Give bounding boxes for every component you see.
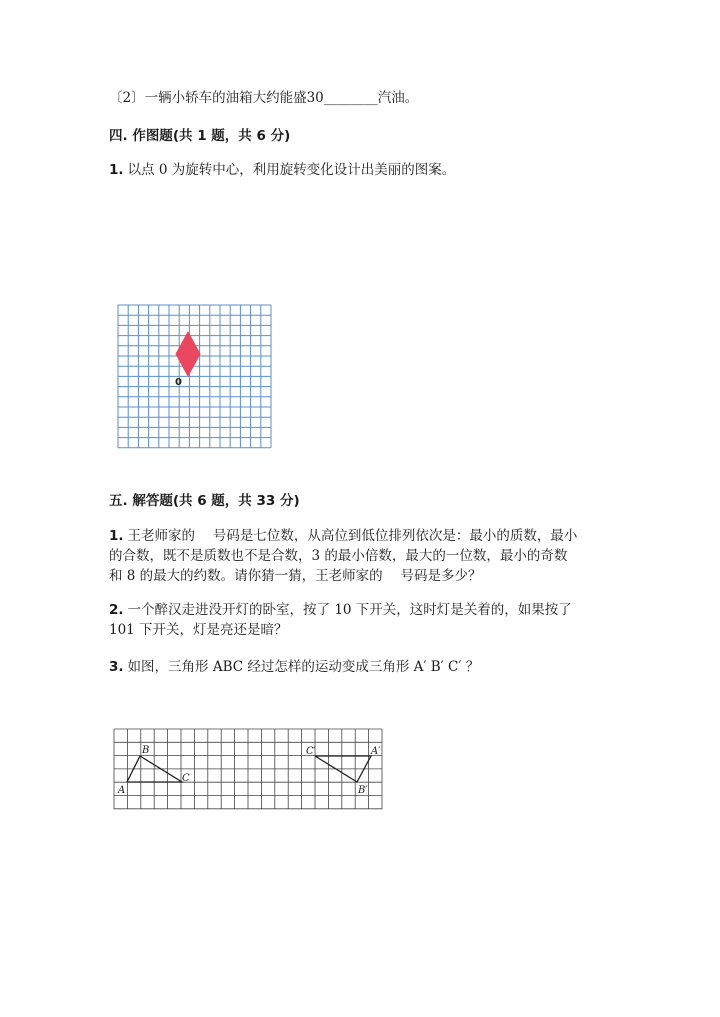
question-number: 1.	[109, 162, 124, 178]
blue-grid	[118, 305, 271, 448]
section-5-question-3	[109, 657, 479, 677]
label-b-prime: B′	[358, 785, 368, 796]
label-c: C	[182, 773, 190, 784]
rotation-center-label: 0	[175, 377, 182, 388]
section-5-question-2-line-2: 101 下开关，灯是亮还是暗？	[109, 622, 288, 638]
rotation-grid-figure	[116, 303, 276, 453]
section-5-question-1-line-1	[109, 526, 577, 546]
question-number: 2.	[109, 602, 124, 618]
question-number: 3.	[109, 659, 124, 675]
question-text: 如图，三角形 ABC 经过怎样的运动变成三角形 A′ B′ C′ ？	[127, 659, 480, 675]
question-text: 以点 0 为旋转中心，利用旋转变化设计出美丽的图案。	[127, 162, 456, 178]
section-5-question-1-line-2: 的合数，既不是质数也不是合数，3 的最小倍数，最大的一位数，最小的奇数	[109, 548, 568, 564]
black-grid	[114, 729, 382, 809]
section-5-question-2-line-1	[109, 600, 572, 620]
section-5-question-1-line-3: 和 8 的最大的约数。请你猜一猜，王老师家的 号码是多少？	[109, 568, 482, 584]
question-number: 1.	[109, 528, 124, 544]
label-a-prime: A′	[371, 746, 381, 757]
section-5-title: 五. 解答题(共 6 题，共 33 分)	[109, 493, 300, 509]
label-c-prime: C′	[306, 746, 316, 757]
label-b: B	[142, 745, 150, 756]
label-a: A	[118, 785, 126, 796]
section-4-question-1	[109, 160, 455, 180]
question-text: 一个醉汉走进没开灯的卧室，按了 10 下开关，这时灯是关着的，如果按了	[127, 602, 572, 618]
question-text: 王老师家的 号码是七位数，从高位到低位排列依次是：最小的质数，最小	[127, 528, 578, 544]
fill-question-2: 〔2〕一辆小轿车的油箱大约能盛30________汽油。	[109, 90, 419, 106]
triangle-transformation-figure	[112, 727, 388, 813]
section-4-title: 四. 作图题(共 1 题，共 6 分)	[109, 128, 291, 144]
